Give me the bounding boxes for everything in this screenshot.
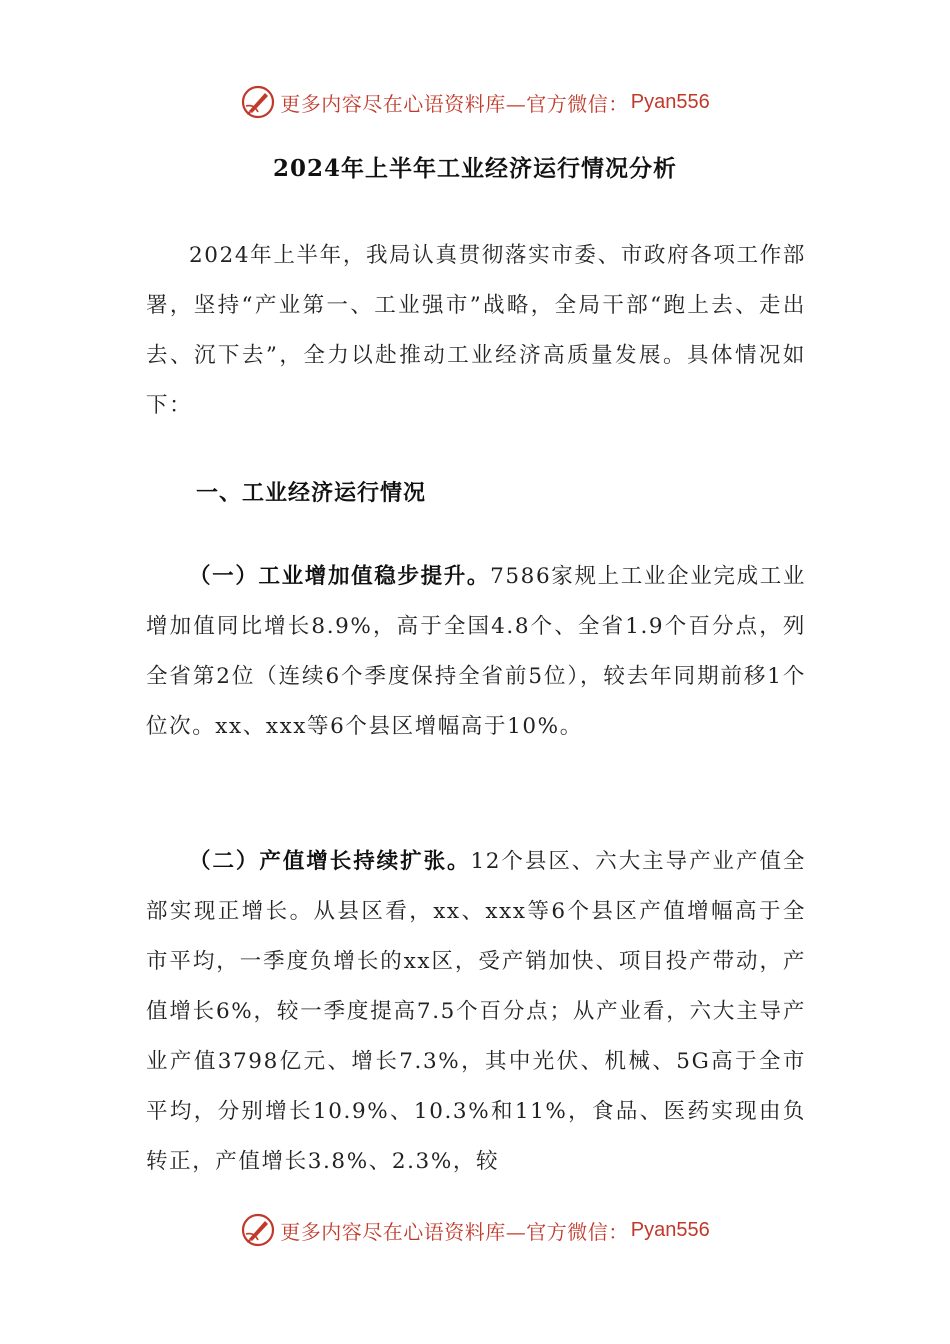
subsection-body: 7586家规上工业企业完成工业增加值同比增长8.9%，高于全国4.8个、全省1.9个百分点，列全省第2位（连续6个季度保持全省前5位），较去年同期前移1个位次。xx、xxx等6个县区增幅高于10%。 [146, 564, 806, 739]
subsection-body: 12个县区、六大主导产业产值全部实现正增长。从县区看，xx、xxx等6个县区产值增幅高于全市平均，一季度负增长的xx区，受产销加快、项目投产带动，产值增长6%，较一季度提高7.5个百分点；从产业看，六大主导产业产值3798亿元、增长7.3%，其中光伏、机械、5G高于全市平均，分别增长10.9%、10.3%和11%，食品、医药实现由负转正，产值增长3.8%、2.3%，较 [146, 849, 807, 1174]
section-heading-industrial-economy: 一、工业经济运行情况 [196, 480, 427, 506]
quill-pen-circle-icon [240, 84, 276, 120]
watermark-wechat-handle: Pyan556 [630, 90, 710, 113]
subsection-output-growth [146, 837, 806, 1187]
intro-paragraph: 2024年上半年，我局认真贯彻落实市委、市政府各项工作部署，坚持“产业第一、工业强市”战略，全局干部“跑上去、走出去、沉下去”，全力以赴推动工业经济高质量发展。具体情况如下： [146, 243, 806, 418]
watermark-text: 更多内容尽在心语资料库—官方微信： [280, 1219, 629, 1244]
watermark-text: 更多内容尽在心语资料库—官方微信： [280, 91, 629, 116]
document-title: 2024年上半年工业经济运行情况分析 [272, 155, 677, 182]
subsection-lead: （二）产值增长持续扩张。 [189, 849, 471, 874]
watermark-wechat-handle: Pyan556 [630, 1218, 710, 1241]
header-watermark-banner [0, 82, 950, 122]
footer-watermark-banner [0, 1210, 950, 1250]
subsection-lead: （一）工业增加值稳步提升。 [189, 564, 491, 589]
subsection-industrial-added-value [146, 552, 806, 752]
quill-pen-circle-icon [240, 1212, 276, 1248]
